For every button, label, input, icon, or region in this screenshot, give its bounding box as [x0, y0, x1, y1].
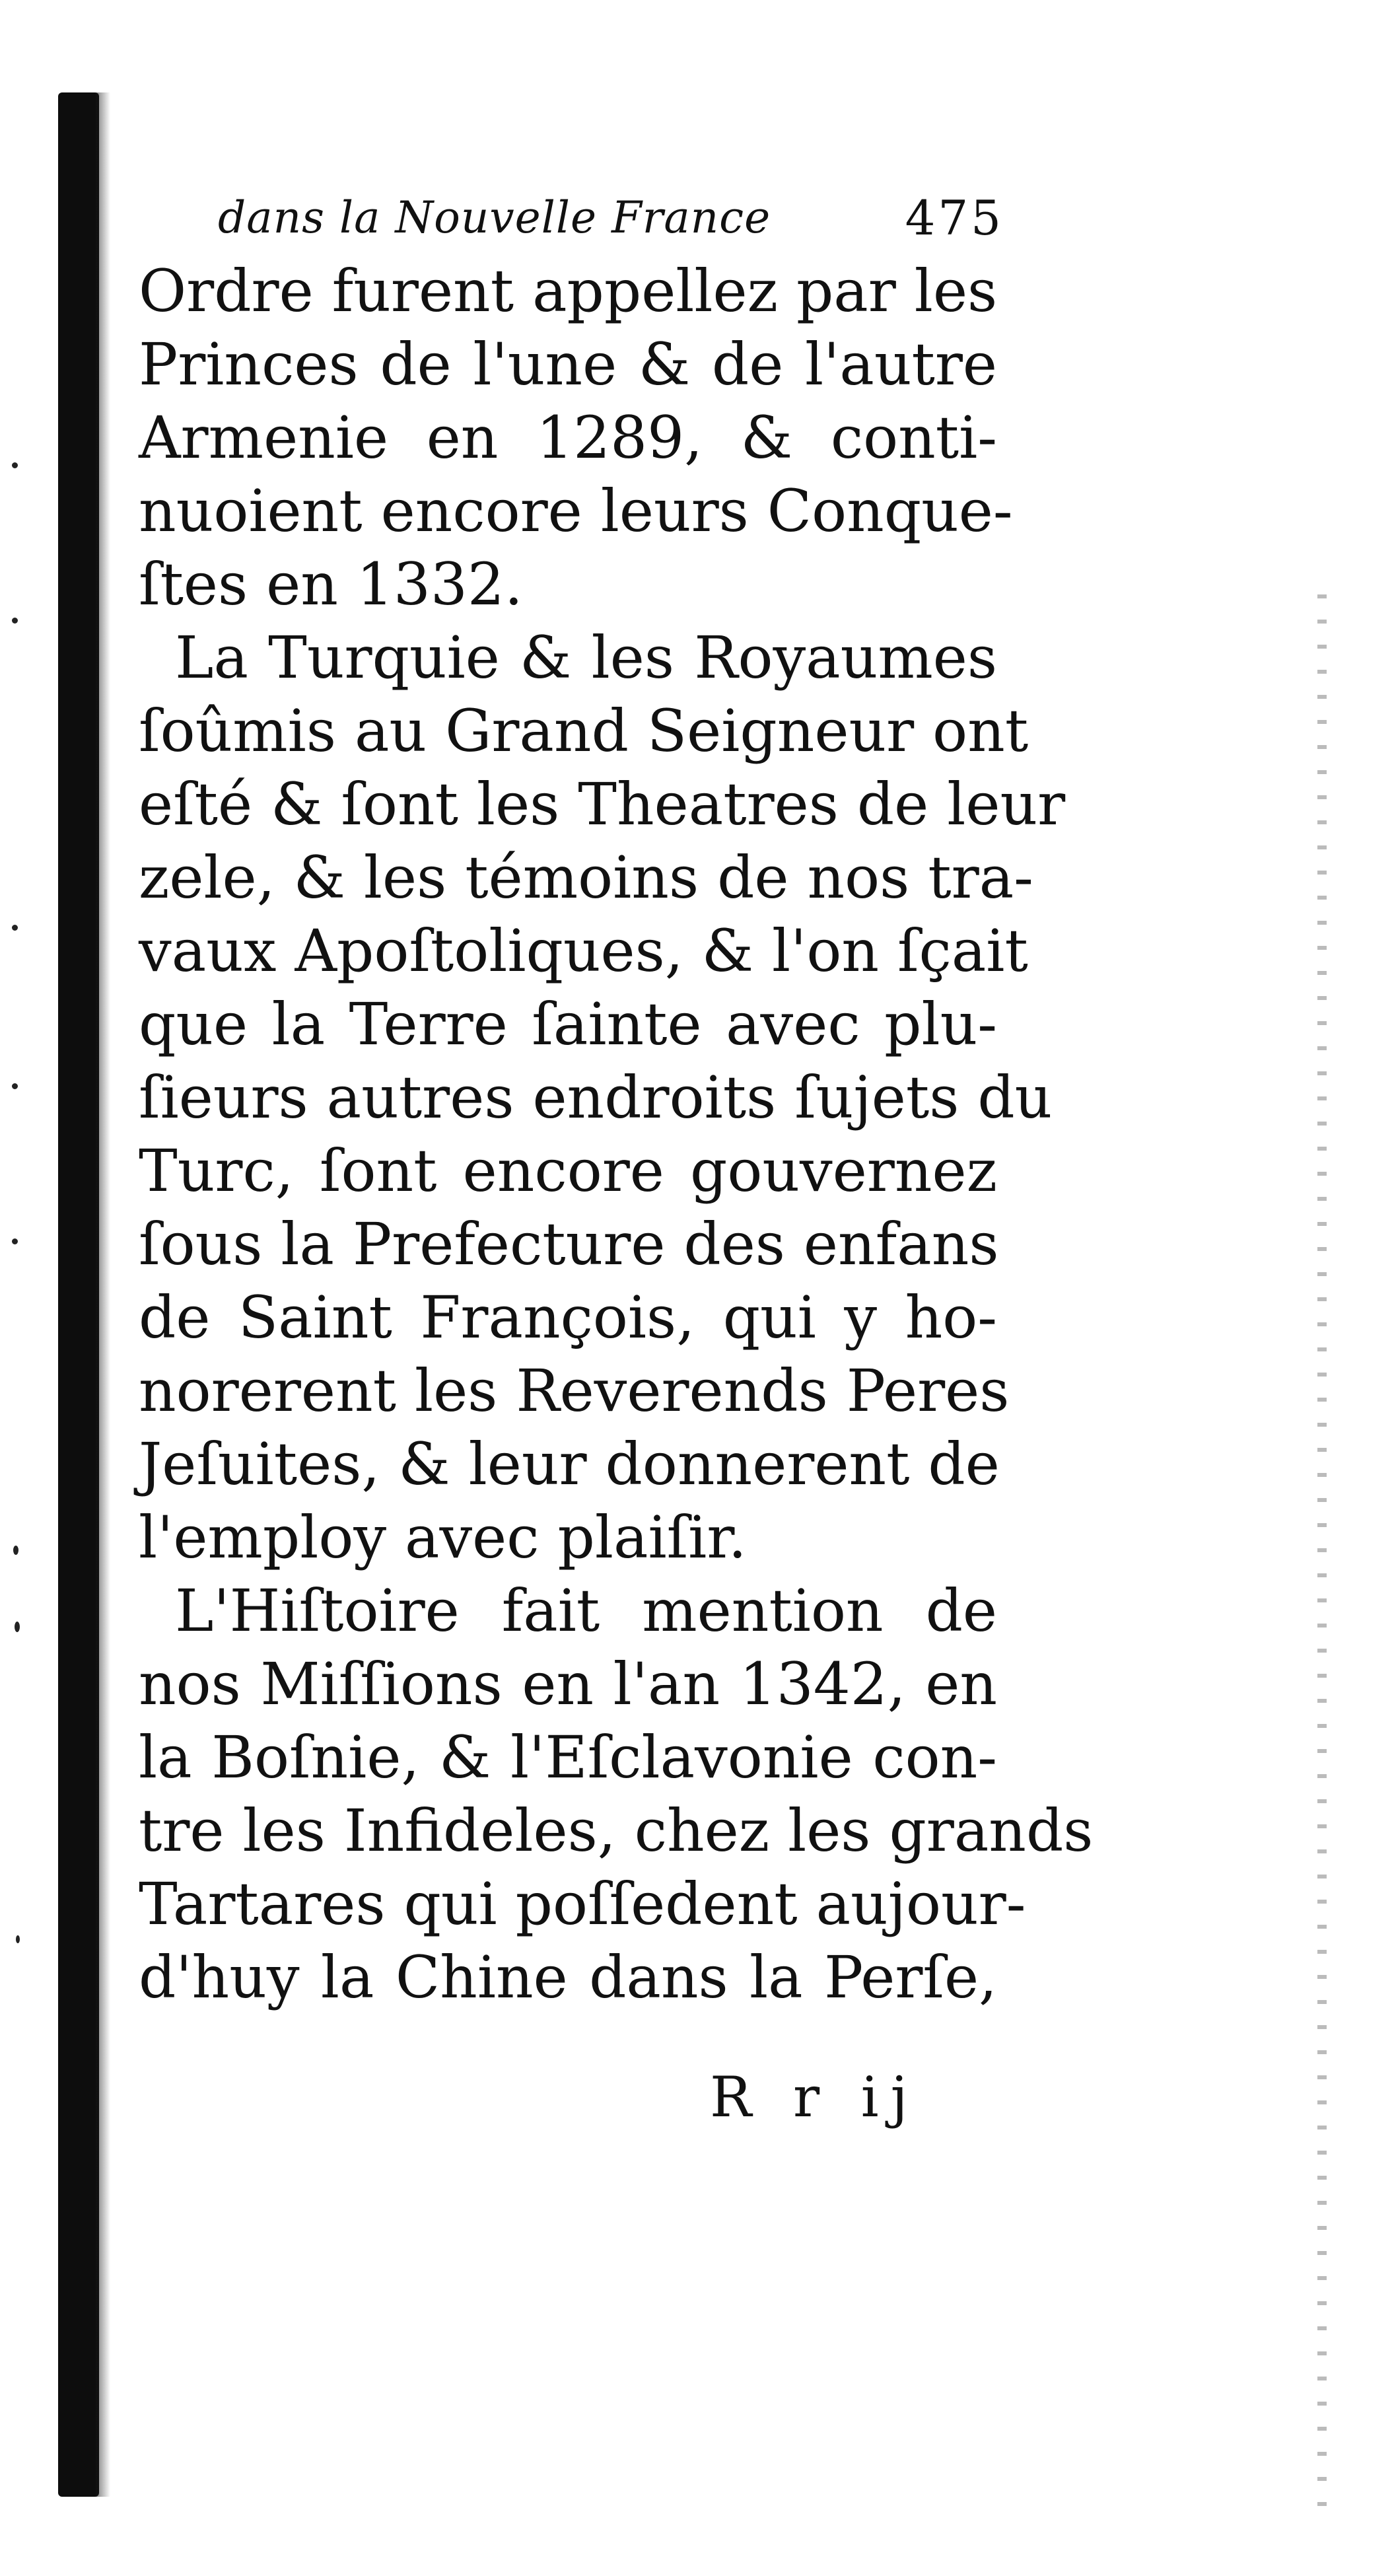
text-line: de Saint François, qui y ho-: [139, 1283, 997, 1351]
body-text: [139, 254, 1094, 2014]
text-line: norerent les Reverends Peres: [139, 1357, 1010, 1425]
text-line: Ordre furent appellez par les: [139, 257, 998, 325]
margin-speck: [12, 1238, 18, 1244]
page-header: [218, 185, 1004, 258]
binding-gutter: [58, 92, 99, 2497]
text-line: eſté & ſont les Theatres de leur: [139, 770, 1066, 838]
text-line: Princes de l'une & de l'autre: [139, 330, 997, 398]
text-line: nos Miſſions en l'an 1342, en: [139, 1650, 997, 1718]
text-line: Armenie en 1289, & conti-: [139, 404, 997, 472]
text-line: que la Terre ſainte avec plu-: [139, 990, 997, 1058]
text-line: Tartares qui poſſedent aujour-: [139, 1870, 1026, 1938]
scan-edge-noise: [1317, 594, 1327, 2510]
margin-speck: [12, 462, 18, 468]
margin-speck: [12, 1083, 18, 1089]
text-line: d'huy la Chine dans la Perſe,: [139, 1943, 997, 2011]
text-line: ſoûmis au Grand Seigneur ont: [139, 697, 1029, 765]
text-line: l'employ avec plaiſir.: [139, 1503, 747, 1571]
margin-speck: [13, 1546, 18, 1555]
margin-speck: [15, 1622, 20, 1632]
page-number: 475: [905, 190, 1004, 246]
text-line: la Boſnie, & l'Eſclavonie con-: [139, 1723, 997, 1791]
text-line: zele, & les témoins de nos tra-: [139, 843, 1033, 912]
margin-speck: [16, 1935, 20, 1943]
text-line: ſous la Prefecture des enfans: [139, 1210, 999, 1278]
signature-mark: R r ij: [710, 2065, 920, 2129]
paragraph-start-line: L'Hiſtoire fait mention de: [175, 1577, 997, 1645]
running-head: dans la Nouvelle France: [218, 192, 771, 243]
text-line: Turc, ſont encore gouvernez: [139, 1137, 997, 1205]
text-line: vaux Apoſtoliques, & l'on ſçait: [139, 917, 1028, 985]
margin-speck: [12, 618, 18, 624]
text-line: nuoient encore leurs Conque-: [139, 477, 1013, 545]
text-line: ſieurs autres endroits ſujets du: [139, 1063, 1053, 1131]
text-line: Jeſuites, & leur donnerent de: [139, 1430, 1000, 1498]
gutter-shadow: [96, 92, 110, 2497]
margin-speck: [12, 925, 18, 931]
text-line: ſtes en 1332.: [139, 550, 523, 618]
text-line: tre les Infideles, chez les grands: [139, 1797, 1094, 1865]
paragraph-start-line: La Turquie & les Royaumes: [175, 624, 997, 692]
